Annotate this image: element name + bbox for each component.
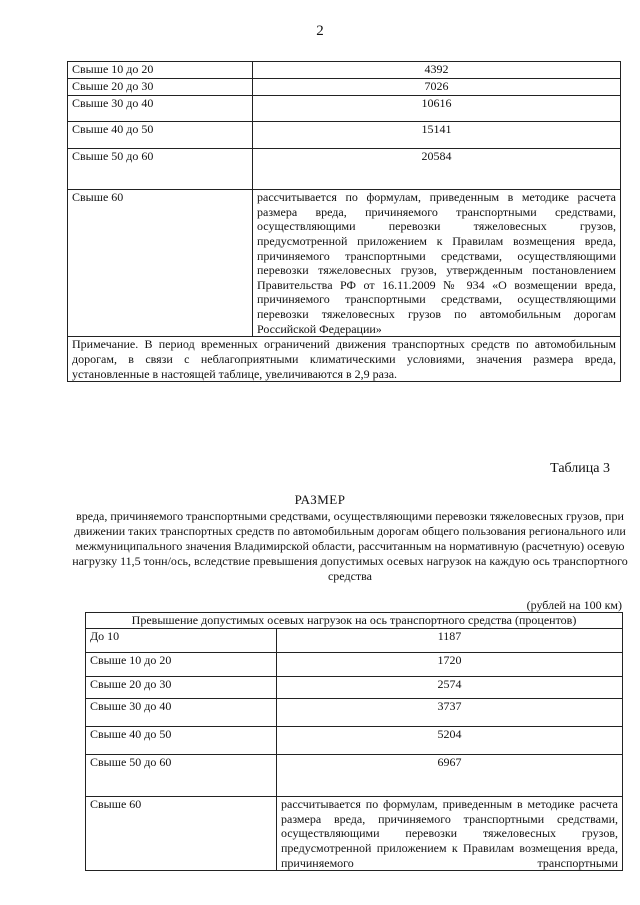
range-cell: Свыше 50 до 60 xyxy=(68,149,253,190)
range-cell: Свыше 20 до 30 xyxy=(68,79,253,96)
range-cell: Свыше 50 до 60 xyxy=(86,755,277,797)
range-cell: Свыше 60 xyxy=(86,797,277,871)
value-cell: 2574 xyxy=(277,677,623,699)
value-cell: 1187 xyxy=(277,629,623,653)
units-label: (рублей на 100 км) xyxy=(526,598,622,612)
range-cell: Свыше 40 до 50 xyxy=(86,727,277,755)
range-cell: Свыше 10 до 20 xyxy=(86,653,277,677)
table-header: Превышение допустимых осевых нагрузок на ось транспортного средства (процентов) xyxy=(86,613,623,629)
value-cell: 4392 xyxy=(253,62,621,79)
range-cell: Свыше 30 до 40 xyxy=(86,699,277,727)
table-row xyxy=(86,797,623,871)
table-row xyxy=(86,699,623,727)
value-cell: 15141 xyxy=(253,122,621,149)
range-cell: Свыше 60 xyxy=(68,190,253,337)
range-cell: До 10 xyxy=(86,629,277,653)
value-cell: 10616 xyxy=(253,96,621,122)
table-row xyxy=(86,677,623,699)
table-row xyxy=(68,149,621,190)
table-row xyxy=(68,122,621,149)
table-header-row xyxy=(86,613,623,629)
table-row xyxy=(68,62,621,79)
table-subtitle: вреда, причиняемого транспортными средствами, осуществляющими перевозки тяжеловесных грузов, при движении таких транспортных средств по автомобильным дорогам общего пользования регионального или межмуниципального значения Владимирской области, рассчитанным на нормативную (расчетную) осевую нагрузку 11,5 тонн/ось, вследствие превышения допустимых осевых нагрузок на каждую ось транспортного средства xyxy=(72,509,628,584)
table-row xyxy=(68,337,621,382)
table-row xyxy=(86,629,623,653)
value-cell: 1720 xyxy=(277,653,623,677)
range-cell: Свыше 30 до 40 xyxy=(68,96,253,122)
table-row xyxy=(68,96,621,122)
table-row xyxy=(86,653,623,677)
page-number: 2 xyxy=(316,23,324,39)
table-row xyxy=(86,727,623,755)
table-row xyxy=(68,190,621,337)
value-cell: 5204 xyxy=(277,727,623,755)
range-cell: Свыше 40 до 50 xyxy=(68,122,253,149)
table-heading: РАЗМЕР xyxy=(294,492,346,507)
formula-description: рассчитывается по формулам, приведенным в методике расчета размера вреда, причиняемого транспортными средствами, осуществляющими перевозки тяжеловесных грузов, предусмотренной приложением к Правилам возмещения вреда, причиняемого транспортными xyxy=(277,797,623,871)
value-cell: 6967 xyxy=(277,755,623,797)
table-row xyxy=(86,755,623,797)
table-row xyxy=(68,79,621,96)
value-cell: 3737 xyxy=(277,699,623,727)
formula-description: рассчитывается по формулам, приведенным в методике расчета размера вреда, причиняемого транспортными средствами, осуществляющими перевозки тяжеловесных грузов, предусмотренной приложением к Правилам возмещения вреда, причиняемого транспортными средствами, осуществляющими перевозки тяжеловесных грузов, утвержденным постановлением Правительства РФ от 16.11.2009 № 934 «О возмещении вреда, причиняемого транспортными средствами, осуществляющими перевозки тяжеловесных грузов по автомобильным дорогам Российской Федерации» xyxy=(253,190,621,337)
harm-table-continued xyxy=(67,61,621,382)
range-cell: Свыше 20 до 30 xyxy=(86,677,277,699)
harm-table-3 xyxy=(85,612,623,871)
value-cell: 20584 xyxy=(253,149,621,190)
table-note: Примечание. В период временных ограничений движения транспортных средств по автомобильным дорогам, в связи с неблагоприятными климатическими условиями, значения размера вреда, установленные в настоящей таблице, увеличиваются в 2,9 раза. xyxy=(68,337,621,382)
range-cell: Свыше 10 до 20 xyxy=(68,62,253,79)
table-label: Таблица 3 xyxy=(550,461,610,476)
value-cell: 7026 xyxy=(253,79,621,96)
